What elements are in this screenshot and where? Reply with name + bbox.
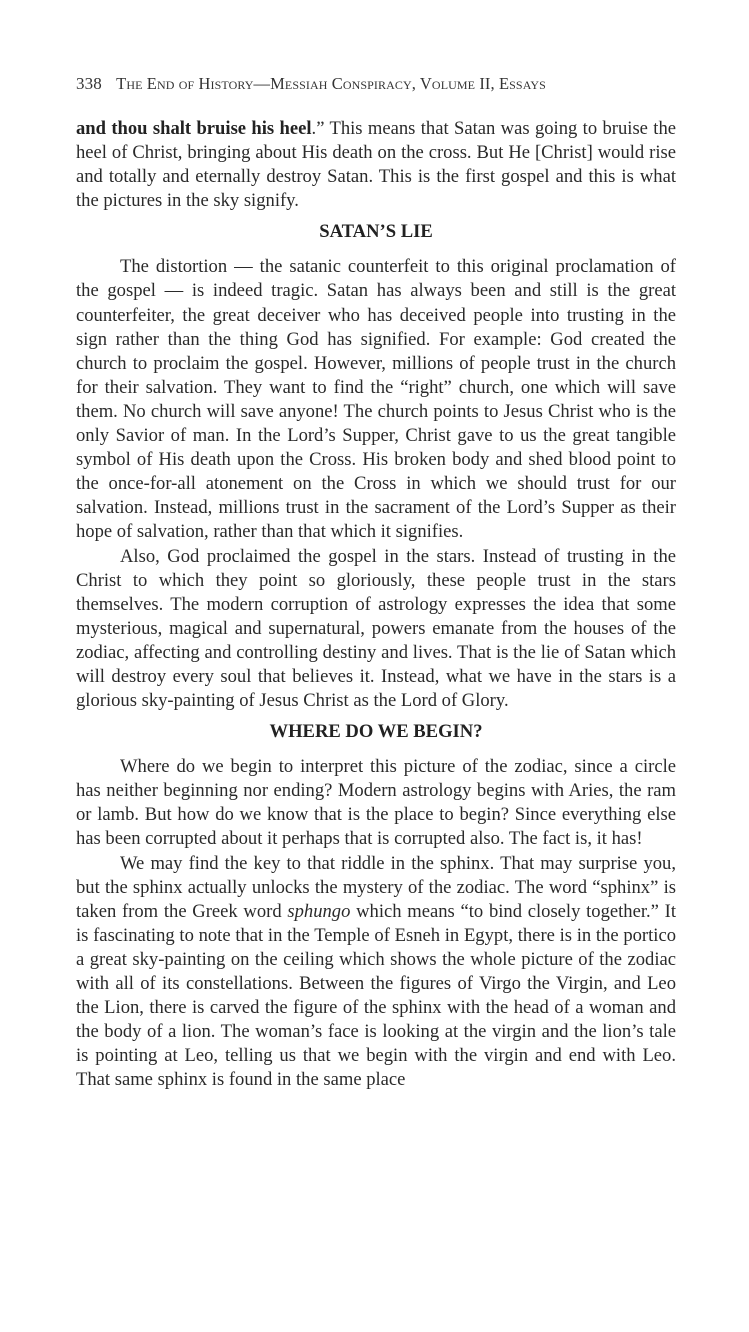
paragraph: Also, God proclaimed the gospel in the stars. Instead of trusting in the Christ to which they point so gloriously, these people trust in the stars themselves. The modern corruption of astrology expresses the idea that some mysterious, magical and supernatural, powers emanate from the houses of the zodiac, affecting and controlling destiny and lives. That is the lie of Satan which will destroy every soul that believes it. Instead, what we have in the stars is a glorious sky-painting of Jesus Christ as the Lord of Glory. [76, 545, 676, 712]
running-title: The End of History—Messiah Conspiracy, Volume II, Essays [116, 74, 546, 93]
paragraph-continued [76, 117, 676, 213]
paragraph: The distortion — the satanic counterfeit to this original proclamation of the gospel — is indeed tragic. Satan has always been and still is the great counterfeiter, the great deceiver who has deceived people into trusting in the sign rather than the thing God has signified. For example: God created the church to proclaim the gospel. However, millions of people trust in the church for their salvation. They want to find the “right” church, one which will save them. No church will save anyone! The church points to Jesus Christ who is the only Savior of man. In the Lord’s Supper, Christ gave to us the great tangible symbol of His death upon the Cross. His broken body and shed blood point to the once-for-all atonement on the Cross in which we should trust for our salvation. Instead, millions trust in the sacrament of the Lord’s Supper as their hope of salvation, rather than that which it signifies. [76, 256, 676, 543]
bold-scripture-quote: and thou shalt bruise his heel [76, 118, 312, 139]
italic-greek-word: sphungo [287, 900, 351, 922]
paragraph-text: .” This means that Satan was going to bruise the heel of Christ, bringing about His death on the cross. But He [Christ] would rise and totally and eternally destroy Satan. This is the first gospel and this is what the pictures in the sky signify. [76, 118, 677, 212]
paragraph: Where do we begin to interpret this picture of the zodiac, since a circle has neither beginning nor ending? Modern astrology begins with Aries, the ram or lamb. But how do we know that is the place to begin? Since everything else has been corrupted about it perhaps that is corrupted also. The fact is, it has! [76, 756, 676, 850]
body-text [76, 117, 676, 1092]
paragraph-text: which means “to bind closely together.” It is fascinating to note that in the Temple of Esneh in Egypt, there is in the portico a great sky-painting on the ceiling which shows the whole picture of the zodiac with all of its constellations. Between the figures of Virgo the Virgin, and Leo the Lion, there is carved the figure of the sphinx with the head of a woman and the body of a lion. The woman’s face is looking at the virgin and the lion’s tale is pointing at Leo, telling us that we begin with the virgin and end with Leo. That same sphinx is found in the same place [76, 900, 676, 1091]
page-number: 338 [76, 74, 102, 93]
section-heading-where-do-we-begin: WHERE DO WE BEGIN? [269, 721, 483, 743]
running-header [76, 72, 676, 96]
paragraph [76, 852, 676, 1093]
book-page [76, 72, 676, 1092]
section-heading-satans-lie: SATAN’S LIE [319, 221, 433, 243]
paragraph-text: We may find the key to that riddle in the sphinx. That may surprise you, but the sphinx actually unlocks the mystery of the zodiac. The word “sphinx” is taken from the Greek word [76, 852, 676, 922]
